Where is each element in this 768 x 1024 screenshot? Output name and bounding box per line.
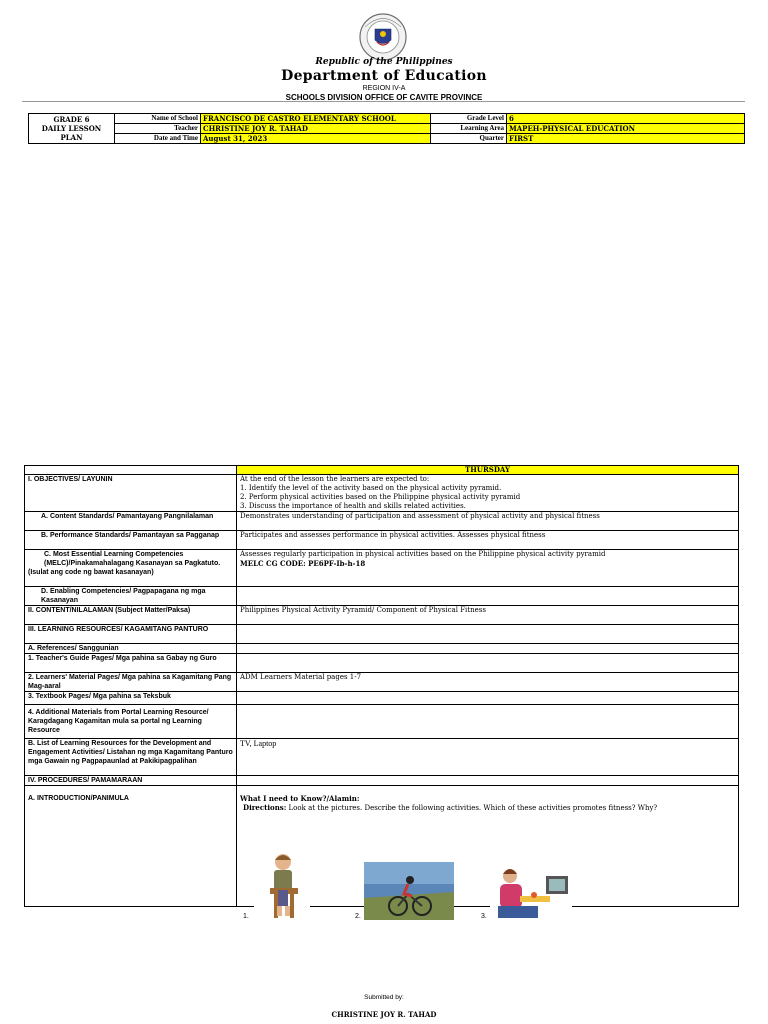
grade-label: GRADE 6	[53, 115, 90, 124]
picture-number: 2.	[355, 913, 361, 920]
content-standards-label: A. Content Standards/ Pamantayang Pangnilalaman	[25, 512, 237, 531]
teacher-value: CHRISTINE JOY R. TAHAD	[201, 124, 431, 134]
objectives-line: At the end of the lesson the learners are expected to:	[240, 475, 430, 483]
quarter-value: FIRST	[507, 134, 745, 144]
additional-materials-value	[237, 705, 739, 739]
learning-resources-value	[237, 625, 739, 644]
procedures-value	[237, 776, 739, 786]
introduction-label: A. INTRODUCTION/PANIMULA	[25, 786, 237, 907]
submitted-by-label: Submitted by:	[364, 994, 404, 1001]
directions-text: Look at the pictures. Describe the following activities. Which of these activities promotes fitness? Why?	[286, 804, 658, 812]
quarter-label: Quarter	[431, 134, 507, 144]
day-header: THURSDAY	[237, 466, 739, 475]
child-sitting-image	[254, 848, 310, 922]
lesson-plan-table	[24, 465, 739, 907]
directions-label: Directions:	[243, 803, 287, 812]
blank-corner-cell	[25, 466, 237, 475]
resources-list-label: B. List of Learning Resources for the Development and Engagement Activities/ Listahan ng mga Kagamitang Panturo mga Gawain ng Pagpapaunlad at Pakikipagpalihan	[25, 739, 237, 776]
teachers-guide-label: 1. Teacher's Guide Pages/ Mga pahina sa Gabay ng Guro	[25, 654, 237, 673]
plan-label: PLAN	[60, 133, 83, 142]
learning-area-value: MAPEH-PHYSICAL EDUCATION	[507, 124, 745, 134]
objectives-line: 3. Discuss the importance of health and skills related activities.	[240, 502, 466, 510]
date-value: August 31, 2023	[201, 134, 431, 144]
content-label: II. CONTENT/NILALAMAN (Subject Matter/Paksa)	[25, 606, 237, 625]
person-eating-tv-image	[490, 860, 572, 922]
resources-list-value: TV, Laptop	[237, 739, 739, 776]
melc-cell	[25, 550, 237, 587]
teachers-guide-value	[237, 654, 739, 673]
performance-standards-label: B. Performance Standards/ Pamantayan sa Pagganap	[25, 531, 237, 550]
melc-value-cell	[237, 550, 739, 587]
grade-block	[29, 114, 115, 144]
melc-value: Assesses regularly participation in physical activities based on the Philippine physical activity pyramid	[240, 550, 606, 558]
learning-resources-label: III. LEARNING RESOURCES/ KAGAMITANG PANTURO	[25, 625, 237, 644]
picture-number: 3.	[481, 913, 487, 920]
teacher-label: Teacher	[115, 124, 201, 134]
signer-name: CHRISTINE JOY R. TAHAD	[331, 1010, 437, 1019]
references-value	[237, 644, 739, 654]
procedures-label: IV. PROCEDURES/ PAMAMARAAN	[25, 776, 237, 786]
learners-material-value: ADM Learners Material pages 1-7	[237, 673, 739, 692]
references-label: A. References/ Sanggunian	[25, 644, 237, 654]
region-heading: REGION IV-A	[362, 85, 406, 92]
objectives-line: 1. Identify the level of the activity based on the physical activity pyramid.	[240, 484, 502, 492]
learners-material-label: 2. Learners' Material Pages/ Mga pahina sa Kagamitang Pang Mag-aaral	[25, 673, 237, 692]
melc-note: (Isulat ang code ng bawat kasanayan)	[28, 569, 154, 576]
republic-heading: Republic of the Philippines	[315, 57, 453, 67]
deped-seal-logo	[353, 12, 413, 62]
objectives-line: 2. Perform physical activities based on the Philippine physical activity pyramid	[240, 493, 521, 501]
textbook-label: 3. Textbook Pages/ Mga pahina sa Teksbuk	[25, 692, 237, 705]
enabling-competencies-label: D. Enabling Competencies/ Pagpapagana ng mga Kasanayan	[25, 587, 237, 606]
introduction-directions	[240, 803, 735, 813]
introduction-heading: What I need to Know?/Alamin:	[240, 794, 360, 803]
enabling-competencies-value	[237, 587, 739, 606]
melc-label: C. Most Essential Learning Competencies (MELC)/Pinakamahalagang Kasanayan sa Pagkatuto.	[44, 551, 221, 567]
content-standards-value: Demonstrates understanding of participation and assessment of physical activity and physical fitness	[237, 512, 739, 531]
objectives-cell	[237, 475, 739, 512]
date-label: Date and Time	[115, 134, 201, 144]
division-heading: SCHOOLS DIVISION OFFICE OF CAVITE PROVINCE	[285, 93, 483, 102]
melc-code: MELC CG CODE: PE6PF-Ib-h-18	[240, 559, 366, 568]
dlp-label: DAILY LESSON	[41, 124, 102, 133]
school-label: Name of School	[115, 114, 201, 124]
content-value: Philippines Physical Activity Pyramid/ Component of Physical Fitness	[237, 606, 739, 625]
performance-standards-value: Participates and assesses performance in physical activities. Assesses physical fitness	[237, 531, 739, 550]
department-heading: Department of Education	[281, 68, 487, 84]
dlp-info-table	[28, 113, 745, 144]
grade-level-label: Grade Level	[431, 114, 507, 124]
textbook-value	[237, 692, 739, 705]
picture-number: 1.	[243, 913, 249, 920]
learning-area-label: Learning Area	[431, 124, 507, 134]
school-value: FRANCISCO DE CASTRO ELEMENTARY SCHOOL	[201, 114, 431, 124]
header-divider	[22, 101, 745, 102]
cyclist-image	[364, 862, 454, 920]
objectives-label: I. OBJECTIVES/ LAYUNIN	[25, 475, 237, 512]
introduction-cell	[237, 786, 739, 907]
grade-level-value: 6	[507, 114, 745, 124]
additional-materials-label: 4. Additional Materials from Portal Learning Resource/ Karagdagang Kagamitan mula sa portal ng Learning Resource	[25, 705, 237, 739]
